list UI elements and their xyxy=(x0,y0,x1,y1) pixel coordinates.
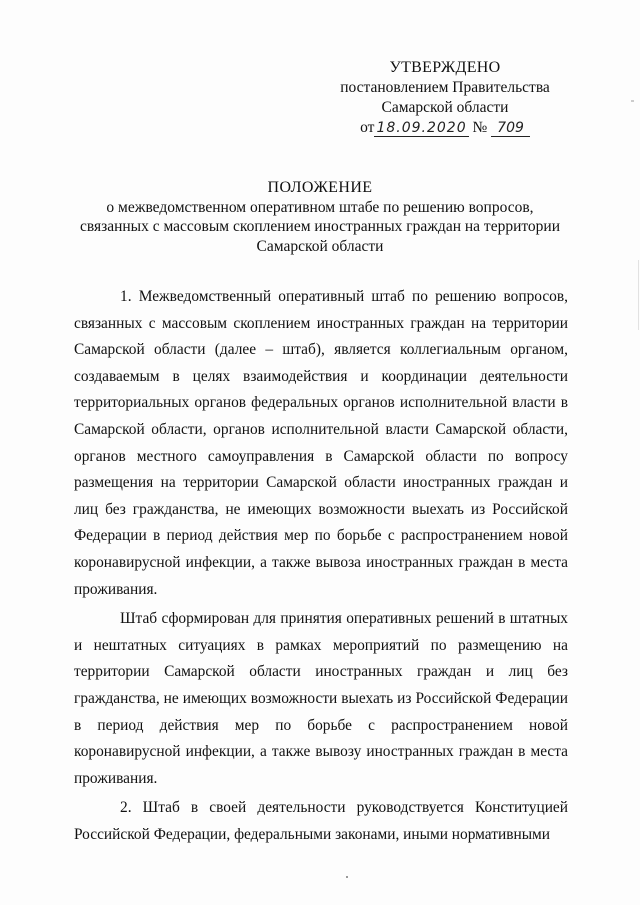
approval-heading: УТВЕРЖДЕНО xyxy=(389,59,501,76)
document-title: ПОЛОЖЕНИЕ xyxy=(267,179,373,196)
approval-block xyxy=(330,58,560,138)
date-prefix: от xyxy=(360,119,375,136)
scan-mark-right xyxy=(631,100,634,102)
scan-mark-right-edge xyxy=(638,260,639,330)
document-subtitle-line-1: о межведомственном оперативном штабе по решению вопросов, xyxy=(106,198,534,216)
document-subtitle-line-2: связанных с массовым скоплением иностранных граждан на территории xyxy=(79,218,561,235)
paragraph-2: Штаб сформирован для принятия оперативных решений в штатных и нештатных ситуациях в рамках мероприятий по размещению на территории Самарской области иностранных граждан и лиц без гражданства, не имеющих возможности выехать из Российской Федерации в период действия мер по борьбе с распространением новой коронавирусной инфекции, а также вывозу иностранных граждан в места проживания. xyxy=(74,610,568,787)
approval-line-2: Самарской области xyxy=(381,99,509,116)
document-subtitle-line-3: Самарской области xyxy=(256,237,384,255)
document-body xyxy=(74,284,568,851)
handwritten-date: 18.09.2020 xyxy=(376,120,467,136)
handwritten-number: 709 xyxy=(491,120,530,137)
number-prefix: № xyxy=(472,119,488,136)
approval-date-line xyxy=(330,118,560,138)
scan-mark-bottom xyxy=(346,876,348,878)
paragraph-1: 1. Межведомственный оперативный штаб по решению вопросов, связанных с массовым скоплением иностранных граждан на территории Самарской области (далее – штаб), является коллегиальным органом, создаваемым в целях взаимодействия и координации деятельности территориальных органов федеральных органов исполнительной власти в Самарской области, органов исполнительной власти Самарской области, органов местного самоуправления в Самарской области по вопросу размещения на территории Самарской области иностранных граждан и лиц без гражданства, не имеющих возможности выехать из Российской Федерации в период действия мер по борьбе с распространением новой коронавирусной инфекции, а также вывоза иностранных граждан в места проживания. xyxy=(74,288,568,598)
document-title-block xyxy=(60,178,580,256)
paragraph-3: 2. Штаб в своей деятельности руководствуется Конституцией Российской Федерации, федеральными законами, иными нормативными xyxy=(74,799,568,843)
approval-line-1: постановлением Правительства xyxy=(340,79,550,96)
